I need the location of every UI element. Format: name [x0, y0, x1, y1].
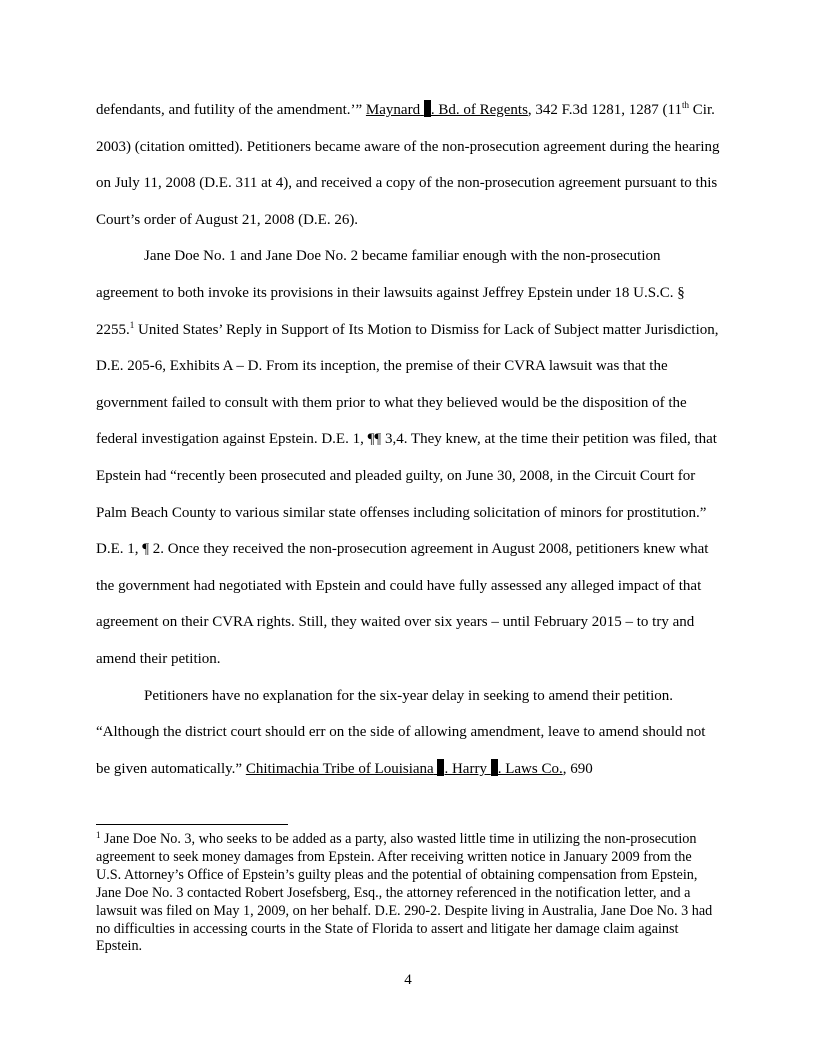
- paragraph-text: , 690: [562, 760, 593, 777]
- page-number: 4: [404, 972, 412, 988]
- redaction-mark: [424, 100, 431, 117]
- case-party-name: . Laws Co.: [497, 760, 563, 777]
- footnote-text: Jane Doe No. 3, who seeks to be added as a party, also wasted little time in utilizing the non-prosecution agreement to seek money damages from Epstein. After receiving written notice in January 2009 from the U.S. Attorney’s Office of Epstein’s guilty pleas and the potential of obtaining compensation from Epstein, Jane Doe No. 3 contacted Robert Josefsberg, Esq., the attorney referenced in the notification letter, and a lawsuit was filed on May 1, 2009, on her behalf. D.E. 290-2. Despite living in Australia, Jane Doe No. 3 had no difficulties in accessing courts in the State of Florida to assert and litigate her damage claim against Epstein.: [96, 831, 713, 955]
- paragraph-text: Petitioners have no explanation for the six-year delay in seeking to amend their petition. “Although the district court should err on the side of allowing amendment, leave to amend should not be given automatically.”: [96, 687, 706, 777]
- paragraph-3: [96, 678, 720, 788]
- paragraph-text: United States’ Reply in Support of Its Motion to Dismiss for Lack of Subject matter Jurisdiction, D.E. 205-6, Exhibits A – D. From its inception, the premise of their CVRA lawsuit was that the government failed to consult with them prior to what they believed would be the disposition of the federal investigation against Epstein. D.E. 1, ¶¶ 3,4. They knew, at the time their petition was filed, that Epstein had “recently been prosecuted and pleaded guilty, on June 30, 2008, in the Circuit Court for Palm Beach County to various similar state offenses including solicitation of minors for prostitution.” D.E. 1, ¶ 2. Once they received the non-prosecution agreement in August 2008, petitioners knew what the government had negotiated with Epstein and could have fully assessed any alleged impact of that agreement on their CVRA rights. Still, they waited over six years – until February 2015 – to try and amend their petition.: [96, 321, 719, 667]
- paragraph-text: defendants, and futility of the amendment.’”: [96, 102, 366, 118]
- case-citation: [246, 761, 563, 777]
- footnote-separator: [96, 824, 288, 825]
- footnote-marker: 1: [96, 830, 101, 840]
- paragraph-1: [96, 92, 720, 238]
- ordinal-suffix: th: [682, 100, 690, 110]
- document-body: [96, 92, 720, 787]
- paragraph-2: [96, 238, 720, 677]
- case-party-name: Chitimachia Tribe of Louisiana: [245, 760, 434, 777]
- paragraph-text: , 342 F.3d 1281, 1287 (11: [527, 102, 682, 118]
- case-party-name: . Bd. of Regents: [430, 102, 528, 118]
- paragraph-text: Cir. 2003) (citation omitted). Petitioners became aware of the non-prosecution agreement during the hearing on July 11, 2008 (D.E. 311 at 4), and received a copy of the non-prosecution agreement pursuant to this Court’s order of August 21, 2008 (D.E. 26).: [96, 102, 720, 228]
- case-party-name: . Harry: [444, 760, 487, 777]
- case-party-name: Maynard: [365, 102, 421, 118]
- footnote-reference: 1: [129, 319, 135, 330]
- case-citation: [366, 102, 528, 118]
- footnote: [96, 831, 720, 956]
- paragraph-text: Jane Doe No. 1 and Jane Doe No. 2 became familiar enough with the non-prosecution agreement to both invoke its provisions in their lawsuits against Jeffrey Epstein under 18 U.S.C. § 2255.: [96, 248, 685, 338]
- redaction-mark: [491, 759, 498, 776]
- footnote-paragraph: [96, 831, 720, 956]
